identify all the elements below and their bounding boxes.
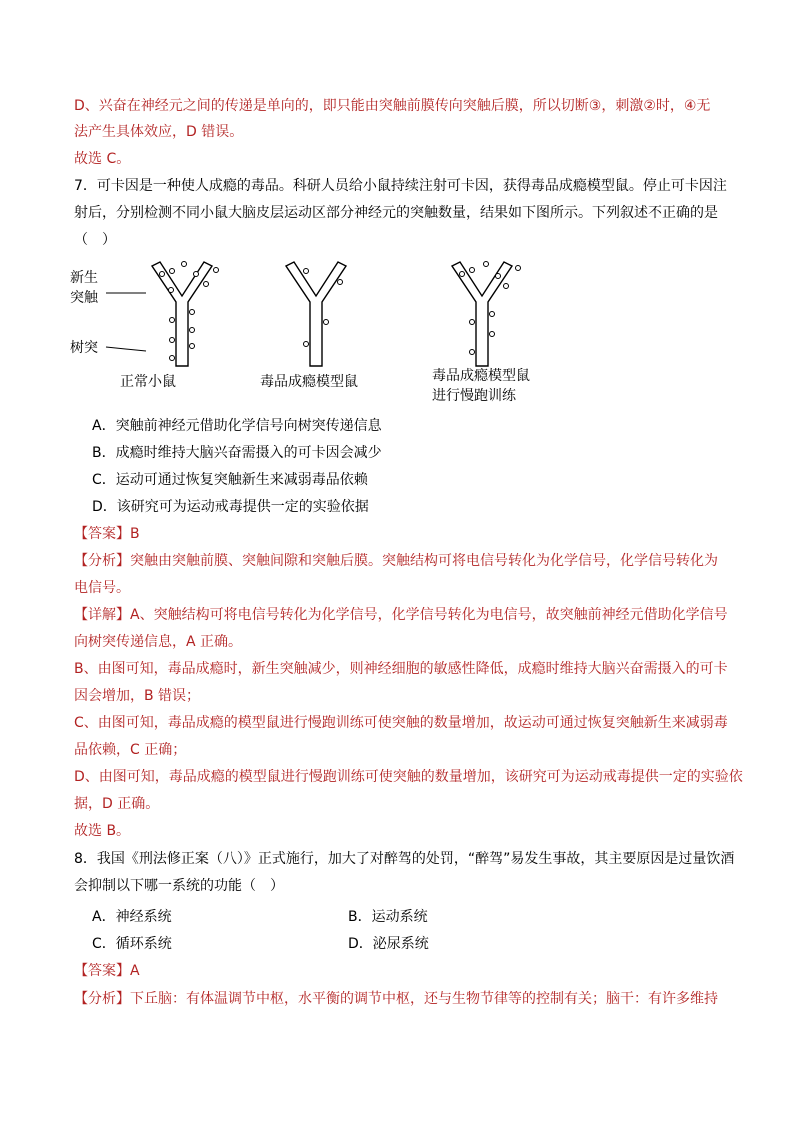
q7-detail-a-line2: 向树突传递信息，A 正确。 <box>74 634 243 650</box>
neuron-addiction-model <box>286 262 346 366</box>
prev-conclusion: 故选 C。 <box>74 151 131 167</box>
q8-option-b: B．运动系统 <box>348 909 428 925</box>
synapse-spine <box>160 272 165 277</box>
q7-stem-line2: 射后，分别检测不同小鼠大脑皮层运动区部分神经元的突触数量，结果如下图所示。下列叙述不正确的是 <box>74 205 718 221</box>
label-dendrite: 树突 <box>70 340 98 356</box>
synapse-spine <box>190 328 195 333</box>
q8-option-c: C．循环系统 <box>92 936 172 952</box>
synapse-spine <box>304 342 309 347</box>
synapse-spine <box>490 332 495 337</box>
synapse-spine <box>169 288 174 293</box>
caption-running-2: 进行慢跑训练 <box>432 388 516 404</box>
neuron-addiction-running <box>452 262 521 367</box>
synapse-spine <box>504 284 509 289</box>
neuron-synapse-figure <box>60 248 580 408</box>
caption-running-1: 毒品成瘾模型鼠 <box>432 368 530 384</box>
q8-analysis-line1: 【分析】下丘脑：有体温调节中枢，水平衡的调节中枢，还与生物节律等的控制有关；脑干：有许多维持 <box>74 991 718 1007</box>
synapse-spine <box>170 269 175 274</box>
q7-analysis-line1: 【分析】突触由突触前膜、突触间隙和突触后膜。突触结构可将电信号转化为化学信号，化学信号转化为 <box>74 553 718 569</box>
synapse-spine <box>204 282 209 287</box>
q7-stem-line1: 7．可卡因是一种使人成瘾的毒品。科研人员给小鼠持续注射可卡因，获得毒品成瘾模型鼠。停止可卡因注 <box>74 178 727 194</box>
synapse-spine <box>182 262 187 267</box>
synapse-spine <box>516 266 521 271</box>
synapse-spine <box>170 318 175 323</box>
prev-option-d-line1: D、兴奋在神经元之间的传递是单向的，即只能由突触前膜传向突触后膜，所以切断③，刺激②时，④无 <box>74 98 711 114</box>
synapse-spine <box>470 350 475 355</box>
synapse-spine <box>190 344 195 349</box>
synapse-spine <box>470 320 475 325</box>
synapse-spine <box>490 312 495 317</box>
q7-option-b: B．成瘾时维持大脑兴奋需摄入的可卡因会减少 <box>92 445 382 461</box>
q8-stem-line2: 会抑制以下哪一系统的功能（ ） <box>74 878 284 894</box>
q7-option-d: D．该研究可为运动戒毒提供一定的实验依据 <box>92 499 369 515</box>
label-new-synapse-2: 突触 <box>70 290 98 306</box>
q8-option-a: A．神经系统 <box>92 909 172 925</box>
q7-stem-line3: （ ） <box>74 232 116 248</box>
synapse-spine <box>194 272 199 277</box>
q7-detail-c-line2: 品依赖，C 正确； <box>74 742 187 758</box>
label-new-synapse-1: 新生 <box>70 270 98 286</box>
synapse-spine <box>338 280 343 285</box>
synapse-spine <box>170 338 175 343</box>
synapse-spine <box>190 310 195 315</box>
q7-conclusion: 故选 B。 <box>74 823 131 839</box>
caption-model: 毒品成瘾模型鼠 <box>260 374 358 390</box>
q7-detail-b-line1: B、由图可知，毒品成瘾时，新生突触减少，则神经细胞的敏感性降低，成瘾时维持大脑兴奋需摄入的可卡 <box>74 661 728 677</box>
q8-answer: 【答案】A <box>74 963 140 979</box>
q7-detail-c-line1: C、由图可知，毒品成瘾的模型鼠进行慢跑训练可使突触的数量增加，故运动可通过恢复突触新生来减弱毒 <box>74 715 728 731</box>
q7-detail-d-line1: D、由图可知，毒品成瘾的模型鼠进行慢跑训练可使突触的数量增加，该研究可为运动戒毒提供一定的实验依 <box>74 769 743 785</box>
q7-detail-d-line2: 据，D 正确。 <box>74 796 160 812</box>
q8-option-d: D．泌尿系统 <box>348 936 429 952</box>
pointer-line-dendrite <box>106 347 146 351</box>
synapse-spine <box>496 274 501 279</box>
q7-detail-b-line2: 因会增加，B 错误； <box>74 688 201 704</box>
synapse-spine <box>304 269 309 274</box>
synapse-spine <box>484 262 489 267</box>
caption-normal: 正常小鼠 <box>120 374 176 390</box>
q7-analysis-line2: 电信号。 <box>74 580 130 596</box>
synapse-spine <box>324 320 329 325</box>
q7-option-c: C．运动可通过恢复突触新生来减弱毒品依赖 <box>92 472 368 488</box>
synapse-spine <box>470 268 475 273</box>
prev-option-d-line2: 法产生具体效应，D 错误。 <box>74 124 244 140</box>
synapse-spine <box>170 356 175 361</box>
q7-answer: 【答案】B <box>74 526 140 542</box>
synapse-spine <box>460 272 465 277</box>
synapse-spine <box>214 268 219 273</box>
q7-detail-a-line1: 【详解】A、突触结构可将电信号转化为化学信号，化学信号转化为电信号，故突触前神经元借助化学信号 <box>74 607 728 623</box>
q7-option-a: A．突触前神经元借助化学信号向树突传递信息 <box>92 418 382 434</box>
q8-stem-line1: 8．我国《刑法修正案（八）》正式施行，加大了对醉驾的处罚，“醉驾”易发生事故，其主要原因是过量饮酒 <box>74 851 735 867</box>
neuron-normal <box>152 262 219 367</box>
